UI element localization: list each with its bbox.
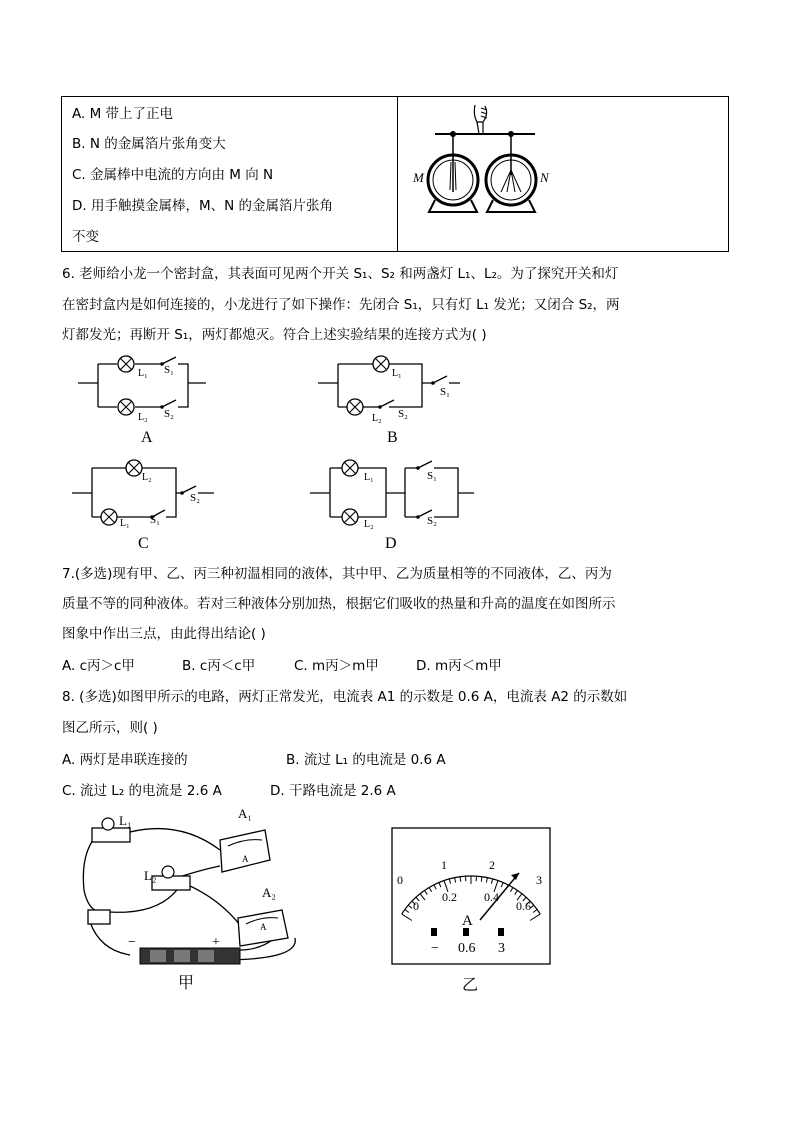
q5-option-c: C. 金属棒中电流的方向由 M 向 N [72,167,274,183]
q7-option-d: D. m丙＜m甲 [416,658,502,674]
circuit-c-top-lamp: L₂ [142,472,152,483]
circuit-d-label: D [385,535,397,552]
svg-text:A: A [242,854,249,864]
jia-l2-label: L₂ [144,868,157,883]
dial-top-3: 3 [536,873,542,887]
circuit-a-label: A [141,429,153,446]
circuit-a-top-switch: S₁ [164,364,174,376]
circuit-c-label: C [138,535,149,552]
electroscope-m-label: M [413,170,424,185]
electroscope-figure [405,100,565,220]
circuit-c-main-switch: S₂ [190,492,200,504]
svg-text:A: A [260,922,267,932]
circuit-a-bottom-lamp: L₂ [138,412,148,423]
svg-text:+: + [212,935,220,950]
dial-bottom-06: 0.6 [516,899,531,913]
dial-top-0: 0 [397,873,403,887]
circuit-a-top-lamp: L₁ [138,368,148,379]
dial-bottom-02: 0.2 [442,890,457,904]
q7-option-a: A. c丙＞c甲 [62,658,135,674]
dial-unit: A [462,913,473,929]
q5-option-d-cont: 不变 [72,229,99,245]
circuit-b-top-lamp: L₁ [392,368,402,379]
q8-line-2: 图乙所示，则( ) [62,720,158,736]
terminal-3: 3 [498,941,505,956]
circuit-c-bottom-lamp: L₁ [120,518,130,529]
svg-text:−: − [128,935,136,950]
circuit-d-bottom-lamp: L₂ [364,519,374,530]
q8-option-b: B. 流过 L₁ 的电流是 0.6 A [286,752,446,768]
dial-tick [460,877,461,882]
circuit-b-main-switch: S₁ [440,386,450,398]
circuit-d [310,455,480,535]
figure-yi-caption: 乙 [462,977,479,994]
circuit-d-top-lamp: L₁ [364,472,374,483]
circuit-b-bottom-switch: S₂ [398,408,408,420]
q7-option-b: B. c丙＜c甲 [182,658,256,674]
q6-line-2: 在密封盒内是如何连接的，小龙进行了如下操作：先闭合 S₁，只有灯 L₁ 发光；又闭合 S₂，两 [62,297,620,313]
figure-jia-caption: 甲 [178,975,195,992]
q5-option-d: D. 用手触摸金属棒，M、N 的金属箔片张角 [72,198,334,214]
q7-option-c: C. m丙＞m甲 [294,658,379,674]
circuit-b-label: B [387,429,398,446]
q6-line-1: 6. 老师给小龙一个密封盒，其表面可见两个开关 S₁、S₂ 和两盏灯 L₁、L₂。为了探究开关和灯 [62,266,619,282]
q5-option-a: A. M 带上了正电 [72,106,174,122]
q8-option-d: D. 干路电流是 2.6 A [270,783,396,799]
jia-l1-label: L₁ [119,813,132,828]
q7-line-3: 图象中作出三点，由此得出结论( ) [62,626,266,642]
dial-top-2: 2 [489,858,495,872]
jia-a1-label: A₁ [238,806,252,821]
dial-bottom-04: 0.4 [484,890,499,904]
jia-a2-label: A₂ [262,885,276,900]
q7-line-2: 质量不等的同种液体。若对三种液体分别加热，根据它们吸收的热量和升高的温度在如图所示 [62,596,616,612]
q8-line-1: 8. (多选)如图甲所示的电路，两灯正常发光，电流表 A1 的示数是 0.6 A，电流表 A2 的示数如 [62,689,628,705]
circuit-d-bottom-switch: S₂ [427,515,437,527]
dial-tick [481,877,482,882]
electroscope-n-label: N [540,170,549,185]
q5-table-divider [397,96,398,252]
terminal-06: 0.6 [458,941,476,956]
q8-option-c: C. 流过 L₂ 的电流是 2.6 A [62,783,222,799]
q6-line-3: 灯都发光；再断开 S₁，两灯都熄灭。符合上述实验结果的连接方式为( ) [62,327,487,343]
q7-line-1: 7.(多选)现有甲、乙、丙三种初温相同的液体，其中甲、乙为质量相等的不同液体，乙、丙为 [62,566,612,582]
q8-option-a: A. 两灯是串联连接的 [62,752,188,768]
circuit-a [78,350,218,430]
circuit-a-bottom-switch: S₂ [164,408,174,420]
dial-bottom-0: 0 [413,899,419,913]
dial-top-1: 1 [441,858,447,872]
circuit-c-bottom-switch: S₁ [150,514,160,526]
q5-option-b: B. N 的金属箔片张角变大 [72,136,226,152]
terminal-negative: − [431,941,439,956]
circuit-d-top-switch: S₁ [427,470,437,482]
circuit-b-bottom-lamp: L₂ [372,413,382,424]
